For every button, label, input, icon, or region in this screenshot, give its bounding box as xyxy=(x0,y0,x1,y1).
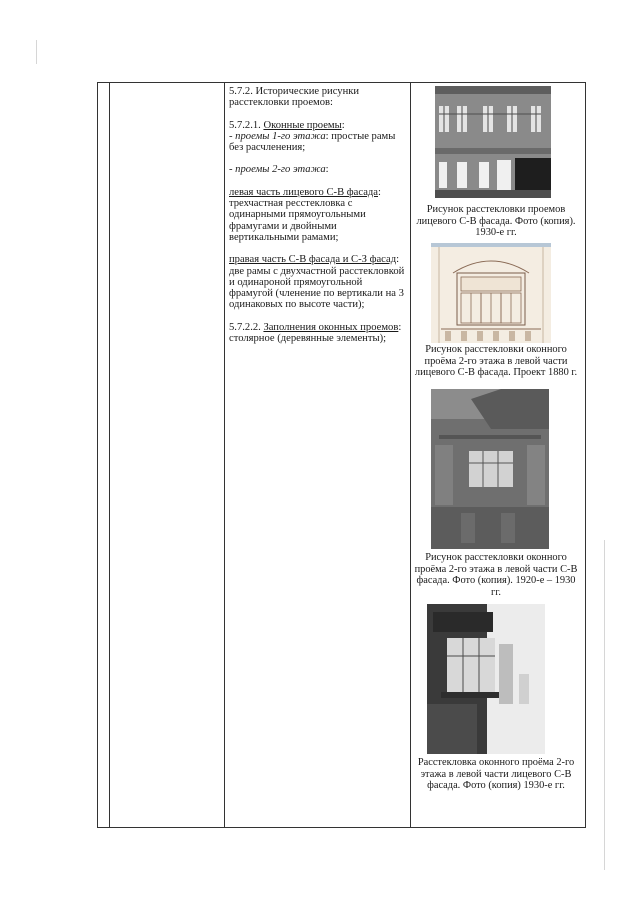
figure-caption-4: Расстекловка оконного проёма 2-го этажа в левой части лицевого С-В фасада. Фото (копия) 1930-е гг. xyxy=(417,757,575,791)
facade-photo-1930s xyxy=(435,86,551,198)
right-part-title-line: правая часть С-В фасада и С-З фасад: xyxy=(229,254,400,266)
right-part-title: правая часть С-В фасада и С-З фасад xyxy=(229,254,397,266)
description-text-column xyxy=(229,86,407,344)
window-photo-1920s xyxy=(431,389,549,549)
first-floor-label: - проемы 1-го этажа xyxy=(229,130,326,142)
left-part-title-line: левая часть лицевого С-В фасада: xyxy=(229,186,381,198)
left-part-title: левая часть лицевого С-В фасада xyxy=(229,186,378,198)
windows-subsection-title: Оконные проемы xyxy=(263,119,342,131)
table-col-line-5 xyxy=(585,82,586,828)
scan-mark-right xyxy=(604,540,605,870)
left-part-text: трехчастная ресстекловка с одинарными прямоугольными фрамугами и двойными вертикальными рамами; xyxy=(229,198,366,243)
fill-subsection-number: 5.7.2.2. xyxy=(229,321,261,333)
window-photo-1930s xyxy=(427,604,545,754)
figure-caption-3: Рисунок расстекловки оконного проёма 2-го этажа в левой части С-В фасада. Фото (копия). 1920-е – 1930 гг. xyxy=(414,552,578,598)
scan-mark-top xyxy=(36,40,37,64)
figure-caption-2: Рисунок расстекловки оконного проёма 2-го этажа в левой части лицевого С-В фасада. Проект 1880 г. xyxy=(414,344,578,378)
figure-caption-1: Рисунок расстекловки проемов лицевого С-В фасада. Фото (копия). 1930-е гг. xyxy=(416,204,576,238)
second-floor-label: - проемы 2-го этажа xyxy=(229,164,326,176)
second-floor-text: - проемы 2-го этажа: xyxy=(229,164,329,176)
table-top-border xyxy=(97,82,586,83)
fill-subsection: 5.7.2.2. Заполнения оконных проемов: столярное (деревянные элементы); xyxy=(229,321,402,345)
table-col-line-4 xyxy=(410,82,411,828)
windows-subsection-number: 5.7.2.1. xyxy=(229,119,261,131)
table-col-line-1 xyxy=(97,82,98,828)
window-project-drawing-1880 xyxy=(431,243,551,343)
section-heading: 5.7.2. Исторические рисунки расстекловки проемов: xyxy=(229,86,360,109)
windows-subsection: 5.7.2.1. Оконные проемы: xyxy=(229,119,345,131)
table-col-line-3 xyxy=(224,82,225,828)
table-col-line-2 xyxy=(109,82,110,828)
right-part-text: две рамы с двухчастной расстекловкой и одинароной прямоугольной фрамугой (членение по вертикали на 3 одинаковых по высоте части); xyxy=(229,265,405,311)
table-bottom-border xyxy=(97,827,586,828)
fill-subsection-title: Заполнения оконных проемов xyxy=(263,321,399,333)
first-floor-text: - проемы 1-го этажа: простые рамы без расчленения; xyxy=(229,130,396,154)
